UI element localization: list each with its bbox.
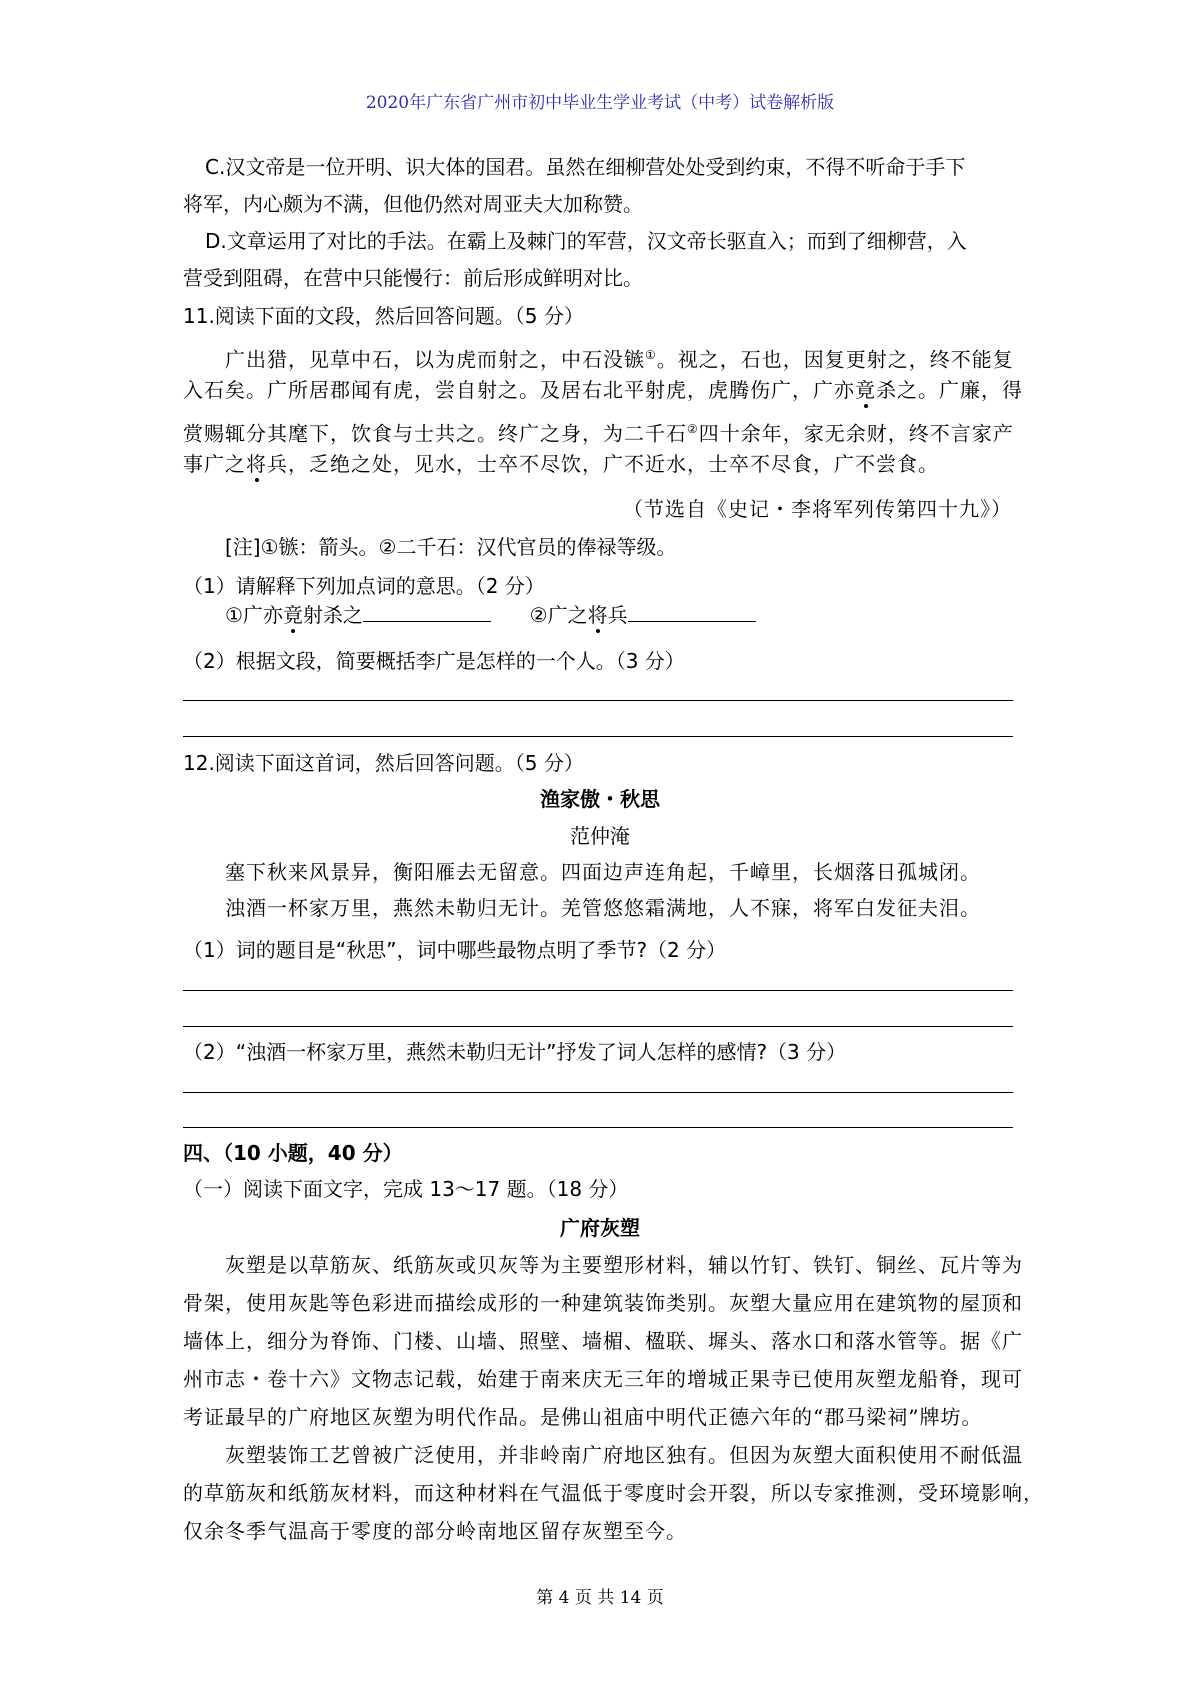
q11-sub2: （2）根据文段，简要概括李广是怎样的一个人。（3 分） xyxy=(183,649,685,673)
q11-sub1-items: ①广亦竟射杀之 ②广之将兵 xyxy=(225,600,756,630)
q11-passage-line4: 事广之将兵，乏绝之处，见水，士卒不尽饮，广不近水，士卒不尽食，广不尝食。 xyxy=(183,452,939,476)
q11-passage-line2: 入石矣。广所居郡闻有虎，尝自射之。及居右北平射虎，虎腾伤广，广亦竟杀之。广廉，得 xyxy=(183,378,1023,402)
dotted-word-jiang-item: 将 xyxy=(587,603,608,627)
poem-line1: 塞下秋来风景异，衡阳雁去无留意。四面边声连角起，千嶂里，长烟落日孤城闭。 xyxy=(225,860,981,884)
q11-passage-line1: 广出猎，见草中石，以为虎而射之，中石没镞①。视之，石也，因复更射之，终不能复 xyxy=(225,347,1014,372)
q10-option-d-line1: D.文章运用了对比的手法。在霸上及棘门的军营，汉文帝长驱直入；而到了细柳营，入 xyxy=(205,229,967,253)
answer-blank-1[interactable] xyxy=(363,601,491,622)
footnote-mark-2: ② xyxy=(687,422,699,436)
answer-line[interactable] xyxy=(183,700,1013,701)
q10-option-c-line2: 将军，内心颇为不满，但他仍然对周亚夫大加称赞。 xyxy=(183,192,643,216)
answer-line[interactable] xyxy=(183,990,1013,991)
poem-author: 范仲淹 xyxy=(570,824,630,848)
dotted-word-jing: 竟 xyxy=(855,378,876,402)
q12-sub2: （2）“浊酒一杯家万里，燕然未勒归无计”抒发了词人怎样的感情?（3 分） xyxy=(183,1040,847,1064)
dotted-word-jing-item: 竟 xyxy=(282,603,303,627)
article-p2-line1: 灰塑装饰工艺曾被广泛使用，并非岭南广府地区独有。但因为灰塑大面积使用不耐低温 xyxy=(225,1443,1023,1467)
answer-line[interactable] xyxy=(183,1127,1013,1128)
answer-blank-2[interactable] xyxy=(628,601,756,622)
poem-line2: 浊酒一杯家万里，燕然未勒归无计。羌管悠悠霜满地，人不寐，将军白发征夫泪。 xyxy=(225,896,981,920)
q11-source: （节选自《史记・李将军列传第四十九》） xyxy=(623,497,1012,521)
q11-sub1: （1）请解释下列加点词的意思。（2 分） xyxy=(183,574,545,598)
article-title: 广府灰塑 xyxy=(560,1216,640,1240)
footnote-mark-1: ① xyxy=(645,348,657,362)
answer-line[interactable] xyxy=(183,1026,1013,1027)
article-p1-line4: 州市志・卷十六》文物志记载，始建于南来庆无三年的增城正果寺已使用灰塑龙船脊，现可 xyxy=(183,1367,1023,1391)
article-p2-line3: 仅余冬季气温高于零度的部分岭南地区留存灰塑至今。 xyxy=(183,1519,687,1543)
q11-note: [注]①镞：箭头。②二千石：汉代官员的俸禄等级。 xyxy=(225,535,677,559)
q11-title: 11.阅读下面的文段，然后回答问题。（5 分） xyxy=(183,304,584,328)
article-p1-line1: 灰塑是以草筋灰、纸筋灰或贝灰等为主要塑形材料，辅以竹钉、铁钉、铜丝、瓦片等为 xyxy=(225,1253,1023,1277)
q11-passage-line3: 赏赐辄分其麾下，饮食与士共之。终广之身，为二千石②四十余年，家无余财，终不言家产 xyxy=(183,421,1014,446)
section4-part1: （一）阅读下面文字，完成 13～17 题。（18 分） xyxy=(183,1177,629,1201)
article-p1-line5: 考证最早的广府地区灰塑为明代作品。是佛山祖庙中明代正德六年的“郡马梁祠”牌坊。 xyxy=(183,1405,983,1429)
article-p1-line3: 墙体上，细分为脊饰、门楼、山墙、照壁、墙楣、楹联、墀头、落水口和落水管等。据《广 xyxy=(183,1329,1023,1353)
dotted-word-jiang: 将 xyxy=(246,452,267,476)
section4-title: 四、（10 小题，40 分） xyxy=(183,1141,403,1165)
q10-option-c-line1: C.汉文帝是一位开明、识大体的国君。虽然在细柳营处处受到约束，不得不听命于手下 xyxy=(205,155,966,179)
q12-sub1: （1）词的题目是“秋思”，词中哪些最物点明了季节?（2 分） xyxy=(183,938,727,962)
q12-title: 12.阅读下面这首词，然后回答问题。（5 分） xyxy=(183,751,584,775)
poem-title: 渔家傲・秋思 xyxy=(540,787,660,811)
answer-line[interactable] xyxy=(183,1092,1013,1093)
page-footer: 第 4 页 共 14 页 xyxy=(536,1588,664,1608)
article-p2-line2: 的草筋灰和纸筋灰材料，而这种材料在气温低于零度时会开裂，所以专家推测，受环境影响， xyxy=(183,1481,1044,1505)
page-header: 2020年广东省广州市初中毕业生学业考试（中考）试卷解析版 xyxy=(365,93,835,113)
q10-option-d-line2: 营受到阻碍，在营中只能慢行：前后形成鲜明对比。 xyxy=(183,266,643,290)
answer-line[interactable] xyxy=(183,736,1013,737)
article-p1-line2: 骨架，使用灰匙等色彩进而描绘成形的一种建筑装饰类别。灰塑大量应用在建筑物的屋顶和 xyxy=(183,1291,1023,1315)
